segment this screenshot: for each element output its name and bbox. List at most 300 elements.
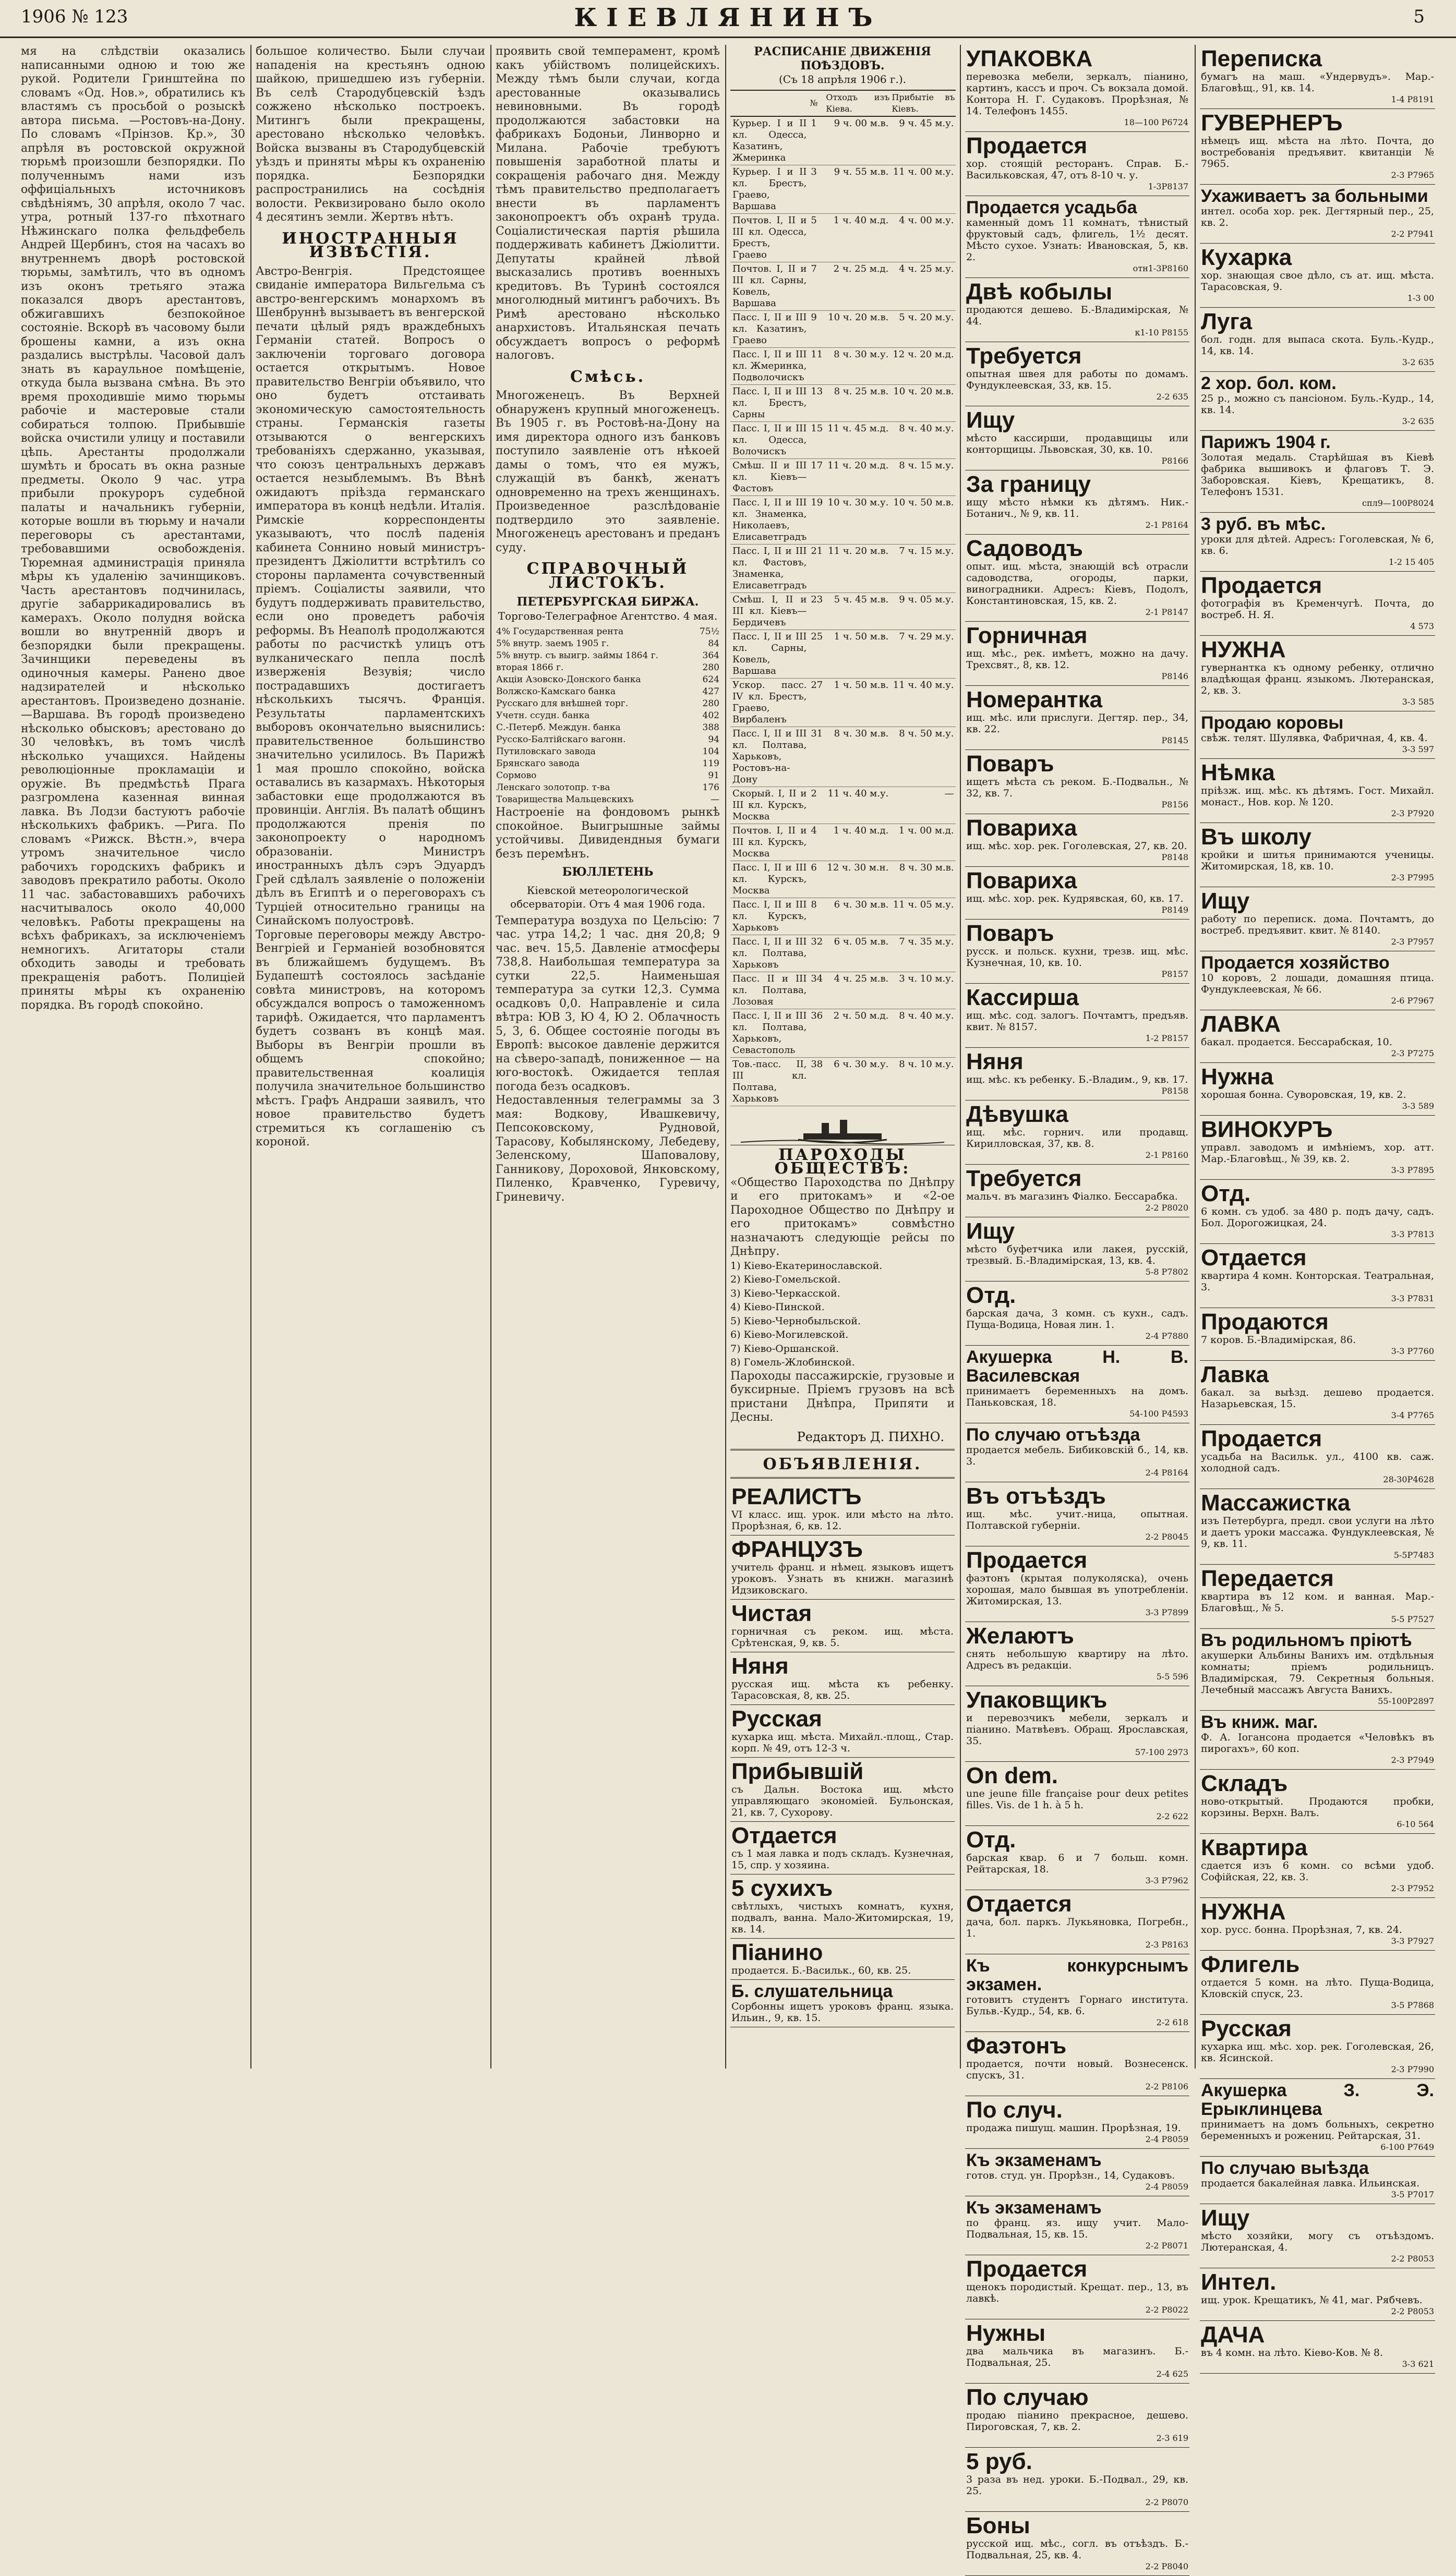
ships-title: ПАРОХОДЫ ОБЩЕСТВЪ:	[774, 1145, 911, 1178]
ads-heading: ОБЪЯВЛЕНІЯ.	[763, 1455, 922, 1473]
train-row	[730, 592, 956, 630]
classified-ad	[1200, 572, 1435, 636]
ads-list	[965, 45, 1189, 2576]
classified-ad	[965, 342, 1189, 406]
stock-row	[496, 770, 720, 782]
stock-row	[496, 758, 720, 770]
ad-text: готов. студ. ун. Прорѣзн., 14, Судаковъ.	[966, 2170, 1175, 2181]
classified-ad	[1200, 1898, 1435, 1951]
ad-text: мѣсто хозяйки, могу съ отъѣздомъ. Лютеранская, 4.	[1201, 2230, 1434, 2253]
ad-headline: Ищу	[966, 1218, 1015, 1244]
ad-text: дача, бол. паркъ. Лукьяновка, Погребн., 1.	[966, 1916, 1188, 1939]
news-text: мя на слѣдствіи оказались написанными одною и тою же рукой. Родители Гринштейна по словамъ «Од. Нов.», обратились къ властямъ съ просьбой о розыскѣ автора письма. —Ростовъ-на-Дону. По словамъ «Прінзов. Кр.», 30 апрѣля въ ростовской окружной тюрьмѣ произошли безпорядки. По полученнымъ нами изъ оффиціальныхъ источниковъ свѣдѣніямъ, 30 апрѣля, около 7 час. утра, ротный 137-го пѣхотнаго Нѣжинскаго полка фельдфебель Андрей Щербинъ, стоя на часахъ во внутреннемъ дворѣ ростовской тюрьмы, замѣтилъ, что въ одномъ изъ оконъ третьяго этажа показался дворъ арестантовъ, обжигавшихъ безпокойное состояніе. Вскорѣ въ часовому были брошены камни, а изъ окна раздались выстрѣлы. Часовой далъ знать въ караульное помѣщеніе, откуда была вызвана смѣна. Въ это время проходившіе мимо тюрьмы рабочіе и мастеровые стали собираться толпою. Прибывшіе войска очистили улицу и поставили цѣпь. Арестанты продолжали шумѣть и бросать въ окна разные предметы. Около 9 час. утра прибыли прокуроръ судебной палаты и начальникъ губерніи, которые вошли въ тюрьму и начали переговоры съ арестантами, требовавшими освобожденія. Тюремная администрація приняла мѣры къ удаленію зачинщиковъ. Часть арестантовъ подчинилась, другіе забаррикадировались въ камерахъ. Около полудня войска вошли во внутренній дворъ и безпорядки были прекращены. Зачинщики переведены въ одиночныя камеры. Ранено двое надзирателей и нѣсколько арестантовъ. Произведено дознаніе. —Варшава. Въ городѣ произведено нѣсколько обысковъ; арестовано до 30 человѣкъ, въ томъ числѣ нѣсколько учащихся. Найдены революціонные прокламаціи и оружіе. Въ предмѣстьѣ Прага разгромлена казенная винная лавка. Въ Лодзи бастуютъ рабочіе нѣсколькихъ фабрикъ. —Рига. По словамъ «Рижск. Вѣстн.», вчера утромъ значительное число рабочихъ городскихъ фабрикъ и заводовъ прекратило работы. Около 11 час. забастовавшихъ рабочихъ насчитывалось около 40,000 человѣкъ. Работы прекращены на всѣхъ фабрикахъ, за исключеніемъ немногихъ. Агитаторы стали обходить заводы и требовать прекращенія работъ. Полиціей приняты мѣры къ охраненію порядка. Въ городѣ спокойно.	[21, 45, 245, 1012]
classified-ad	[1200, 823, 1435, 887]
departure-time: 10 ч. 20 м.в.	[825, 310, 891, 347]
classified-ad	[1200, 1770, 1435, 1834]
ad-code: 5-8 Р7802	[1145, 1267, 1188, 1277]
column-ads-2	[1200, 45, 1435, 2369]
stock-value: 104	[702, 746, 719, 757]
classified-ad	[730, 1758, 955, 1822]
arrival-time: 8 ч. 40 м.у.	[891, 1009, 956, 1057]
ad-code: Р8166	[1161, 456, 1188, 466]
train-number: 25	[809, 630, 825, 678]
column-divider	[1195, 45, 1196, 2069]
train-schedule-table	[730, 90, 956, 1106]
train-row	[730, 1057, 956, 1106]
ad-code: 3-3 Р7899	[1145, 1607, 1188, 1617]
train-row	[730, 544, 956, 592]
ad-code: 54-100 Р4593	[1129, 1409, 1188, 1419]
ad-code: 6-100 Р7649	[1380, 2142, 1434, 2152]
foreign-news-text: Торговые переговоры между Австро-Венгріей и Германіей возобновятся въ ближайшемъ будущемъ. Въ Будапештѣ состоялось засѣданіе совѣта министровъ, на которомъ обсуждался вопросъ о таможенномъ тарифѣ. Ожидается, что парламентъ будетъ созванъ въ концѣ мая. Выборы въ Венгріи прошли въ общемъ спокойно; правительственная коалиція получила значительное большинство мѣстъ. Графъ Андраши заявилъ, что новое правительство будетъ стремиться къ соглашенію съ короной.	[256, 928, 485, 1148]
news-text: проявить свой темперамент, кромѣ какъ убійствомъ полицейскихъ. Между тѣмъ были случаи, когда арестованные оказывались невиновными. Въ городѣ продолжаются забастовки на фабрикахъ Бодоньи, Линворно и Милана. Рабочіе требуютъ повышенія заработной платы и сокращенія рабочаго дня. Между тѣмъ правительство предполагаетъ внести въ парламентъ законопроектъ объ охранѣ труда. Соціалистическая партія рѣшила поддерживать кабинетъ Джіолитти. Депутаты крайней лѣвой высказались противъ военныхъ кредитовъ. Въ Туринѣ состоялся многолюдный митингъ рабочихъ. Въ Римѣ арестовано нѣсколько анархистовъ. Итальянская печать обсуждаетъ вопросъ о реформѣ налоговъ.	[496, 45, 720, 362]
ad-headline: Продается хозяйство	[1201, 953, 1390, 973]
arrival-time: 5 ч. 20 м.у.	[891, 310, 956, 347]
train-row	[730, 678, 956, 727]
train-row	[730, 727, 956, 787]
train-row	[730, 213, 956, 262]
ad-code: 2-2 618	[1156, 2017, 1188, 2027]
ads-list	[730, 1483, 955, 2027]
train-route: Пасс. I, II и III кл. Курскъ, Москва	[730, 861, 809, 898]
train-number: 36	[809, 1009, 825, 1057]
column-divider	[725, 45, 726, 2069]
ad-text: продается мебель. Бибиковскій б., 14, кв. 3.	[966, 1444, 1188, 1467]
stock-row	[496, 782, 720, 794]
classified-ad	[1200, 1629, 1435, 1711]
ad-code: 3-3 597	[1402, 744, 1434, 754]
ad-headline: Нужна	[1201, 1064, 1274, 1090]
ad-text: бол. годн. для выпаса скота. Буль.-Кудр., 14, кв. 14.	[1201, 334, 1434, 357]
ad-code: 3-2 635	[1402, 357, 1434, 367]
ad-headline: Ищу	[966, 407, 1015, 433]
stock-row	[496, 626, 720, 638]
arrival-time: 10 ч. 20 м.в.	[891, 384, 956, 421]
ad-headline: Продаются	[1201, 1309, 1329, 1335]
ad-text: Золотая медаль. Старѣйшая въ Кіевѣ фабрика вышивокъ и флаговъ Т. Э. Заборовская. Кіевъ, Крещатикъ, 8. Телефонъ 1531.	[1201, 452, 1434, 498]
train-row	[730, 421, 956, 458]
stock-value: 91	[708, 770, 719, 781]
arrival-time: 11 ч. 05 м.у.	[891, 898, 956, 935]
stock-row	[496, 746, 720, 758]
ad-headline: Въ отъѣздъ	[966, 1483, 1106, 1509]
train-route: Пасс. I, II и III кл. Полтава, Харьковъ, Севастополь	[730, 1009, 809, 1057]
ad-headline: Отд.	[966, 1827, 1016, 1853]
classified-ad	[1200, 1711, 1435, 1770]
ad-code: 3-3 585	[1402, 697, 1434, 707]
ad-code: 2-4 625	[1156, 2369, 1188, 2379]
classified-ad	[965, 984, 1189, 1048]
classified-ad	[965, 470, 1189, 535]
ad-code: 2-2 Р8045	[1145, 1532, 1188, 1542]
train-route: Пасс. I, II и III кл. Сарны, Ковель, Варшава	[730, 630, 809, 678]
ad-text: хор. русс. бонна. Прорѣзная, 7, кв. 24.	[1201, 1924, 1402, 1936]
stock-name: Учетн. ссудн. банка	[496, 710, 590, 721]
classified-ad	[965, 1686, 1189, 1762]
train-number: 34	[809, 972, 825, 1009]
arrival-time: —	[891, 787, 956, 824]
ad-text: ищ. мѣс. учит.-ница, опытная. Полтавской губерніи.	[966, 1508, 1188, 1531]
ad-text: продажа пишущ. машин. Прорѣзная, 19.	[966, 2122, 1181, 2134]
ad-code: 2-2 Р8022	[1145, 2305, 1188, 2315]
ad-headline: ДАЧА	[1201, 2322, 1265, 2348]
ad-text: продается, почти новый. Вознесенск. спускъ, 31.	[966, 2058, 1188, 2081]
ad-headline: ФРАНЦУЗЪ	[731, 1536, 863, 1562]
ad-code: 2-1 Р8147	[1145, 607, 1188, 617]
foreign-news-text: Австро-Венгрія. Предстоящее свиданіе императора Вильгельма съ австро-венгерскимъ монархомъ въ Шенбруннѣ вызываетъ въ венгерской печати цѣлый рядъ враждебныхъ Германіи статей. Вопросъ о заключеніи торговаго договора остается открытымъ. Новое правительство Венгріи объявило, что оно будетъ отстаивать экономическую самостоятельность страны. Германскія газеты отзываются о венгерскихъ требованіяхъ сдержанно, указывая, что союзъ центральныхъ державъ остается незыблемымъ. Въ Вѣнѣ ожидаютъ пріѣзда германскаго императора въ концѣ недѣли. Италія. Римскіе корреспонденты указываютъ, что послѣ паденія кабинета Соннино новый министръ-президентъ Джіолитти встрѣтилъ со стороны парламента сочувственный пріемъ. Соціалисты заявили, что будутъ поддерживать правительство, если оно проведетъ рабочія реформы. Въ Неаполѣ продолжаются работы по расчисткѣ улицъ отъ вулканическаго пепла послѣ изверженія Везувія; число пострадавшихъ достигаетъ нѣсколькихъ тысячъ. Франція. Результаты парламентскихъ выборовъ окончательно выяснились: правительственное большинство значительно усилилось. Въ Парижѣ 1 мая прошло спокойно, войска оставались въ казармахъ. Нѣкоторыя забастовки еще продолжаются въ провинціи. Англія. Въ палатѣ общинъ продолжаются пренія по законопроекту о народномъ образованіи. Министръ иностранныхъ дѣлъ сэръ Эдуардъ Грей сдѣлалъ заявленіе о положеніи дѣлъ въ Египтѣ и о переговорахъ съ Турціей относительно границы на Синайскомъ полуостровѣ.	[256, 264, 485, 927]
ad-headline: Садоводъ	[966, 536, 1083, 561]
ad-text: мѣсто кассирши, продавщицы или конторщицы. Львовская, 30, кв. 10.	[966, 432, 1188, 455]
ad-headline: По случ.	[966, 2097, 1063, 2123]
schedule-subtitle: (Съ 18 апрѣля 1906 г.).	[778, 73, 907, 86]
train-row	[730, 495, 956, 544]
train-number: 7	[809, 262, 825, 310]
ad-headline: Требуется	[966, 1166, 1082, 1191]
classified-ad	[1200, 431, 1435, 513]
classified-ad	[1200, 1308, 1435, 1361]
column-news-2	[256, 45, 485, 2069]
ship-line: 2) Кіево-Гомельской.	[730, 1274, 841, 1285]
departure-time: 2 ч. 25 м.д.	[825, 262, 891, 310]
stock-name: Акціи Азовско-Донского банка	[496, 674, 641, 685]
ship-line: 7) Кіево-Оршанской.	[730, 1343, 839, 1354]
classified-ad	[965, 1622, 1189, 1686]
exchange-tail: Настроеніе на фондовомъ рынкѣ спокойное. Выигрышные займы устойчивы. Дивидендныя бумаги безъ перемѣнъ.	[496, 806, 720, 861]
ad-text: съ Дальн. Востока ищ. мѣсто управляющаго экономіей. Бульонская, 21, кв. 7, Сухорову.	[731, 1783, 954, 1818]
train-number: 11	[809, 347, 825, 384]
ad-headline: Лавка	[1201, 1362, 1269, 1387]
classified-ad	[1200, 2157, 1435, 2204]
ad-headline: Продается	[966, 2256, 1088, 2282]
ad-text: работу по переписк. дома. Почтамтъ, до востреб. предъявит. квит. № 8140.	[1201, 913, 1434, 936]
train-route: Почтов. I, II и III кл. Курскъ, Москва	[730, 824, 809, 861]
classified-ad	[965, 1048, 1189, 1100]
stock-name: вторая 1866 г.	[496, 662, 564, 673]
classified-ad	[1200, 887, 1435, 951]
ad-headline: Дѣвушка	[966, 1102, 1068, 1127]
ad-code: 2-3 619	[1156, 2433, 1188, 2443]
ad-code: 2-4 Р7880	[1145, 1331, 1188, 1341]
ad-text: усадьба на Васильк. ул., 4100 кв. саж. холодной садъ.	[1201, 1451, 1434, 1474]
classified-ad	[1200, 2321, 1435, 2374]
train-number: 23	[809, 592, 825, 630]
classified-ad	[1200, 711, 1435, 759]
ad-headline: РЕАЛИСТЪ	[731, 1483, 862, 1509]
ad-text: свѣж. телят. Шулявка, Фабричная, 4, кв. 4.	[1201, 732, 1428, 744]
classified-ad	[1200, 1951, 1435, 2015]
departure-time: 6 ч. 30 м.у.	[825, 1057, 891, 1106]
ad-text: 25 р., можно съ пансіоном. Буль.-Кудр., 14, кв. 14.	[1201, 393, 1434, 416]
classified-ad	[965, 132, 1189, 196]
classified-ad	[1200, 1180, 1435, 1244]
ship-line: 3) Кіево-Черкасской.	[730, 1287, 840, 1299]
stock-row	[496, 686, 720, 698]
arrival-time: 8 ч. 15 м.у.	[891, 458, 956, 495]
classified-ad	[1200, 1565, 1435, 1629]
ad-text: 7 коров. Б.-Владимірская, 86.	[1201, 1334, 1356, 1346]
ad-code: 1-3 00	[1407, 293, 1434, 303]
stock-name: 5% внутр. заемъ 1905 г.	[496, 638, 609, 649]
classified-ad	[965, 278, 1189, 342]
ad-text: отдается 5 комн. на лѣто. Пуща-Водица, Кловскій спуск, 23.	[1201, 1977, 1434, 2000]
stock-row	[496, 638, 720, 650]
ad-text: ищу мѣсто нѣмки къ дѣтямъ. Ник.-Ботанич., № 9, кв. 11.	[966, 497, 1188, 519]
stock-row	[496, 698, 720, 710]
ship-lines	[730, 1259, 955, 1370]
ad-headline: По случаю отъѣзда	[966, 1425, 1140, 1445]
stock-name: Русскаго для внѣшней торг.	[496, 698, 629, 709]
ad-text: горничная съ реком. ищ. мѣста. Срѣтенская, 9, кв. 5.	[731, 1625, 954, 1649]
arrival-time: 11 ч. 40 м.у.	[891, 678, 956, 727]
classified-ad	[965, 622, 1189, 686]
departure-time: 1 ч. 50 м.в.	[825, 678, 891, 727]
classified-ad	[1200, 1834, 1435, 1898]
stock-value: 388	[702, 722, 719, 733]
ad-headline: Номерантка	[966, 687, 1103, 712]
ad-text: перевозка мебели, зеркалъ, піанино, картинъ, кассъ и проч. Съ вокзала домой. Контора Н. Г. Судаковъ. Прорѣзная, № 14. Телефонъ 1455.	[966, 71, 1188, 117]
ad-headline: По случаю выѣзда	[1201, 2158, 1369, 2178]
ad-headline: Отдается	[731, 1822, 837, 1848]
classified-ad	[965, 1281, 1189, 1346]
ad-text: Ф. А. Іогансона продается «Человѣкъ въ пирогахъ», 60 коп.	[1201, 1732, 1434, 1755]
train-route: Пасс. I, II и III кл. Жмеринка, Подволочискъ	[730, 347, 809, 384]
arrival-time: 8 ч. 10 м.у.	[891, 1057, 956, 1106]
ad-code: 2-3 Р7965	[1391, 170, 1434, 180]
classified-ad	[965, 535, 1189, 622]
classified-ad	[1200, 513, 1435, 572]
ad-headline: Кухарка	[1201, 245, 1292, 270]
ad-text: квартира въ 12 ком. и ванная. Мар.-Благовѣщ., № 5.	[1201, 1591, 1434, 1614]
stock-value: 119	[702, 758, 719, 769]
train-number: 4	[809, 824, 825, 861]
ad-code: Р8145	[1161, 735, 1188, 745]
ad-code: 5-5Р7483	[1393, 1550, 1434, 1560]
ad-headline: ЛАВКА	[1201, 1011, 1281, 1037]
column-news-1	[21, 45, 245, 2069]
ad-code: Р8158	[1161, 1086, 1188, 1096]
ad-code: Р8146	[1161, 671, 1188, 681]
train-row	[730, 630, 956, 678]
ad-code: 5-5 Р7527	[1391, 1614, 1434, 1624]
editor-signature: Редакторъ Д. ПИХНО.	[797, 1429, 944, 1444]
ad-code: 2-2 Р8070	[1145, 2497, 1188, 2507]
classified-ad	[730, 1822, 955, 1874]
schedule-header	[730, 90, 809, 116]
ad-code: 2-3 Р7952	[1391, 1883, 1434, 1893]
ad-code: 57-100 2973	[1135, 1747, 1188, 1757]
arrival-time: 8 ч. 50 м.у.	[891, 727, 956, 787]
classified-ad	[965, 1423, 1189, 1482]
classified-ad	[965, 750, 1189, 814]
ad-text: каменный домъ 11 комнатъ, тѣнистый фруктовый садъ, флигель, 1½ десят. Мѣсто сухое. Узнать: Ивановская, 5, кв. 2.	[966, 217, 1188, 263]
stock-value: 427	[702, 686, 719, 697]
stock-value: 176	[702, 782, 719, 793]
ad-code: Р8149	[1161, 905, 1188, 915]
ad-code: 2-3 Р7990	[1391, 2064, 1434, 2074]
ad-text: продается. Б.-Васильк., 60, кв. 25.	[731, 1964, 911, 1976]
stock-value: —	[711, 794, 719, 805]
ad-text: русск. и польск. кухни, трезв. ищ. мѣс. Кузнечная, 10, кв. 10.	[966, 946, 1188, 969]
classified-ad	[1200, 2268, 1435, 2321]
train-route: Пасс. I, II и III кл. Полтава, Харьковъ	[730, 935, 809, 972]
arrival-time: 8 ч. 40 м.у.	[891, 421, 956, 458]
ad-headline: Б. слушательница	[731, 1981, 893, 2001]
ad-headline: Ищу	[1201, 2205, 1250, 2231]
departure-time: 12 ч. 30 м.н.	[825, 861, 891, 898]
arrival-time: 8 ч. 30 м.в.	[891, 861, 956, 898]
ad-text: и перевозчикъ мебели, зеркалъ и піанино. Матвѣевъ. Обращ. Ярославская, 35.	[966, 1712, 1188, 1747]
ad-headline: ВИНОКУРЪ	[1201, 1117, 1333, 1142]
ad-headline: НУЖНА	[1201, 1899, 1286, 1925]
classified-ad	[965, 45, 1189, 132]
train-route: Пасс. I, II и III кл. Фастовъ, Знаменка, Елисаветградъ	[730, 544, 809, 592]
ad-headline: On dem.	[966, 1763, 1058, 1788]
ad-text: снять небольшую квартиру на лѣто. Адресъ въ редакціи.	[966, 1648, 1188, 1671]
bulletin-text: Температура воздуха по Цельсію: 7 час. утра 14,2; 1 час. дня 20,8; 9 час. веч. 15,5. Давленіе атмосферы 738,8. Наибольшая температура за сутки 22,5. Наименьшая температура за сутки 12,3. Сумма осадковъ 0,0. Направленіе и сила вѣтра: ЮВ 3, Ю 4, Ю 2. Облачность 5, 3, 6. Общее состояніе погоды въ Европѣ: высокое давленіе держится на сѣверо-западѣ, пониженное — на юго-востокѣ. Ожидается теплая погода безъ осадковъ.	[496, 914, 720, 1093]
ad-text: бакал. за выѣзд. дешево продается. Назарьевская, 15.	[1201, 1387, 1434, 1410]
ad-headline: Няня	[731, 1653, 789, 1679]
ship-line: 4) Кіево-Пинской.	[730, 1301, 825, 1313]
ad-text: ищ. урок. Крещатикъ, № 41, маг. Рябчевъ.	[1201, 2294, 1423, 2306]
train-row	[730, 310, 956, 347]
ad-text: принимаетъ беременныхъ на домъ. Паньковская, 18.	[966, 1385, 1188, 1408]
train-route: Пасс. I, II и III кл. Знаменка, Николаевъ, Елисаветградъ	[730, 495, 809, 544]
ad-text: продаю піанино прекрасное, дешево. Пироговская, 7, кв. 2.	[966, 2410, 1188, 2433]
classified-ad	[965, 2032, 1189, 2096]
classified-ad	[730, 1535, 955, 1600]
train-number: 8	[809, 898, 825, 935]
stock-name: Товарищества Мальцевскихъ	[496, 794, 634, 805]
ad-headline: Массажистка	[1201, 1490, 1351, 1516]
ad-code: 3-4 Р7765	[1391, 1410, 1434, 1420]
ad-headline: Акушерка Н. В. Василевская	[966, 1347, 1188, 1386]
ad-code: 3-3 589	[1402, 1101, 1434, 1111]
ad-text: барская квар. 6 и 7 больш. комн. Рейтарская, 18.	[966, 1852, 1188, 1875]
ad-code: 55-100Р2897	[1378, 1696, 1434, 1706]
train-number: 38	[809, 1057, 825, 1106]
ad-code: 2-3 Р8163	[1145, 1940, 1188, 1950]
ad-text: сдается изъ 6 комн. со всѣми удоб. Софійская, 22, кв. 3.	[1201, 1860, 1434, 1883]
stock-row	[496, 734, 720, 746]
departure-time: 8 ч. 30 м.у.	[825, 347, 891, 384]
ad-headline: Нужны	[966, 2320, 1046, 2346]
classified-ad	[1200, 308, 1435, 372]
departure-time: 4 ч. 25 м.в.	[825, 972, 891, 1009]
train-route: Ускор. пасс. IV кл. Брестъ, Граево, Вирбаленъ	[730, 678, 809, 727]
ad-code: 2-3 Р7949	[1391, 1755, 1434, 1765]
ad-headline: Боны	[966, 2513, 1030, 2538]
exchange-subtitle: Торгово-Телеграфное Агентство. 4 мая.	[498, 609, 718, 622]
ad-code: 2-2 Р8071	[1145, 2241, 1188, 2251]
stock-value: 94	[708, 734, 719, 745]
ad-headline: Продается	[966, 1547, 1088, 1573]
classified-ad	[965, 2512, 1189, 2576]
train-row	[730, 1009, 956, 1057]
departure-time: 10 ч. 30 м.у.	[825, 495, 891, 544]
ad-headline: Акушерка З. Э. Ерыклинцева	[1201, 2081, 1434, 2119]
ad-headline: За границу	[966, 471, 1091, 497]
column-divider	[960, 45, 961, 2069]
departure-time: 11 ч. 20 м.в.	[825, 544, 891, 592]
arrival-time: 7 ч. 35 м.у.	[891, 935, 956, 972]
classified-ad	[965, 2255, 1189, 2319]
ad-headline: ГУВЕРНЕРЪ	[1201, 110, 1343, 136]
ad-text: кухарка ищ. мѣс. хор. рек. Гоголевская, 26, кв. Ясинской.	[1201, 2041, 1434, 2064]
ad-headline: Продаю коровы	[1201, 713, 1344, 733]
departure-time: 1 ч. 50 м.в.	[825, 630, 891, 678]
ad-headline: Продается	[966, 133, 1088, 159]
ad-code: 28-30Р4628	[1383, 1474, 1434, 1484]
ad-code: 3-3 Р7895	[1391, 1165, 1434, 1175]
train-number: 13	[809, 384, 825, 421]
ad-text: свѣтлыхъ, чистыхъ комнатъ, кухня, подвалъ, ванна. Мало-Житомирская, 19, кв. 14.	[731, 1900, 954, 1935]
classified-ad	[730, 1939, 955, 1980]
bulletin-subtitle: Кіевской метеорологической обсерваторіи. Отъ 4 мая 1906 года.	[510, 884, 705, 910]
ad-headline: Складъ	[1201, 1771, 1288, 1796]
ad-code: Р8157	[1161, 969, 1188, 979]
ad-headline: Прибывшій	[731, 1758, 864, 1784]
ad-text: мѣсто буфетчика или лакея, русскій, трезвый. Б.-Владимірская, 13, кв. 4.	[966, 1243, 1188, 1266]
classified-ad	[965, 2196, 1189, 2255]
ad-text: ищ. мѣс. сод. залогъ. Почтамтъ, предъяв. квит. № 8157.	[966, 1010, 1188, 1033]
classified-ad	[965, 2384, 1189, 2448]
classified-ad	[965, 686, 1189, 750]
classified-ad	[1200, 1489, 1435, 1565]
ad-headline: Къ экзаменамъ	[966, 2198, 1102, 2218]
classified-ad	[965, 1346, 1189, 1423]
ad-headline: Ухаживаетъ за больными	[1201, 186, 1428, 206]
ships-tail: Пароходы пассажирскіе, грузовые и буксирные. Пріемъ грузовъ на всѣ пристани Днѣпра, Припяти и Десны.	[730, 1369, 955, 1424]
arrival-time: 1 ч. 00 м.д.	[891, 824, 956, 861]
departure-time: 9 ч. 00 м.в.	[825, 116, 891, 165]
schedule-header: №	[809, 90, 825, 116]
ad-headline: Піанино	[731, 1939, 823, 1965]
classified-ad	[965, 196, 1189, 278]
train-number: 3	[809, 165, 825, 213]
classified-ad	[965, 1100, 1189, 1165]
train-number: 5	[809, 213, 825, 262]
ad-headline: 5 руб.	[966, 2449, 1032, 2474]
misc-heading: Смѣсь.	[570, 367, 646, 386]
ad-text: акушерки Альбины Ванихъ им. отдѣльныя комнаты; пріемъ родильницъ. Владимірская, 79. Секретныя больныя. Лечебный массажъ Августа Ванихъ.	[1201, 1650, 1434, 1696]
departure-time: 9 ч. 55 м.в.	[825, 165, 891, 213]
ad-text: готовитъ студентъ Горнаго института. Бульв.-Кудр., 54, кв. 6.	[966, 1994, 1188, 2017]
classified-ad	[1200, 1116, 1435, 1180]
issue-date: 1906 № 123	[21, 6, 128, 27]
ad-headline: Отд.	[966, 1283, 1016, 1308]
classified-ad	[730, 1980, 955, 2027]
departure-time: 11 ч. 20 м.д.	[825, 458, 891, 495]
classified-ad	[965, 406, 1189, 470]
classified-ad	[965, 1546, 1189, 1622]
ad-text: кройки и шитья принимаются ученицы. Житомирская, 18, кв. 10.	[1201, 849, 1434, 872]
arrival-time: 3 ч. 10 м.у.	[891, 972, 956, 1009]
stock-value: 280	[702, 698, 719, 709]
ad-text: ищ. мѣс. хор. рек. Кудрявская, 60, кв. 17.	[966, 893, 1184, 904]
ad-text: въ 4 комн. на лѣто. Кіево-Ков. № 8.	[1201, 2347, 1383, 2359]
ad-code: 1-3Р8137	[1148, 182, 1188, 191]
classified-ad	[1200, 244, 1435, 308]
ad-headline: Няня	[966, 1049, 1024, 1074]
ad-code: 2-2 Р8053	[1391, 2306, 1434, 2316]
train-row	[730, 116, 956, 165]
ad-code: 3-3 621	[1402, 2359, 1434, 2369]
ad-headline: Къ экзаменамъ	[966, 2150, 1102, 2170]
classified-ad	[730, 1652, 955, 1705]
train-route: Пасс. I, II и III кл. Одесса, Волочискъ	[730, 421, 809, 458]
ad-code: 2-4 Р8059	[1145, 2182, 1188, 2192]
ad-headline: Продается	[1201, 1426, 1322, 1452]
